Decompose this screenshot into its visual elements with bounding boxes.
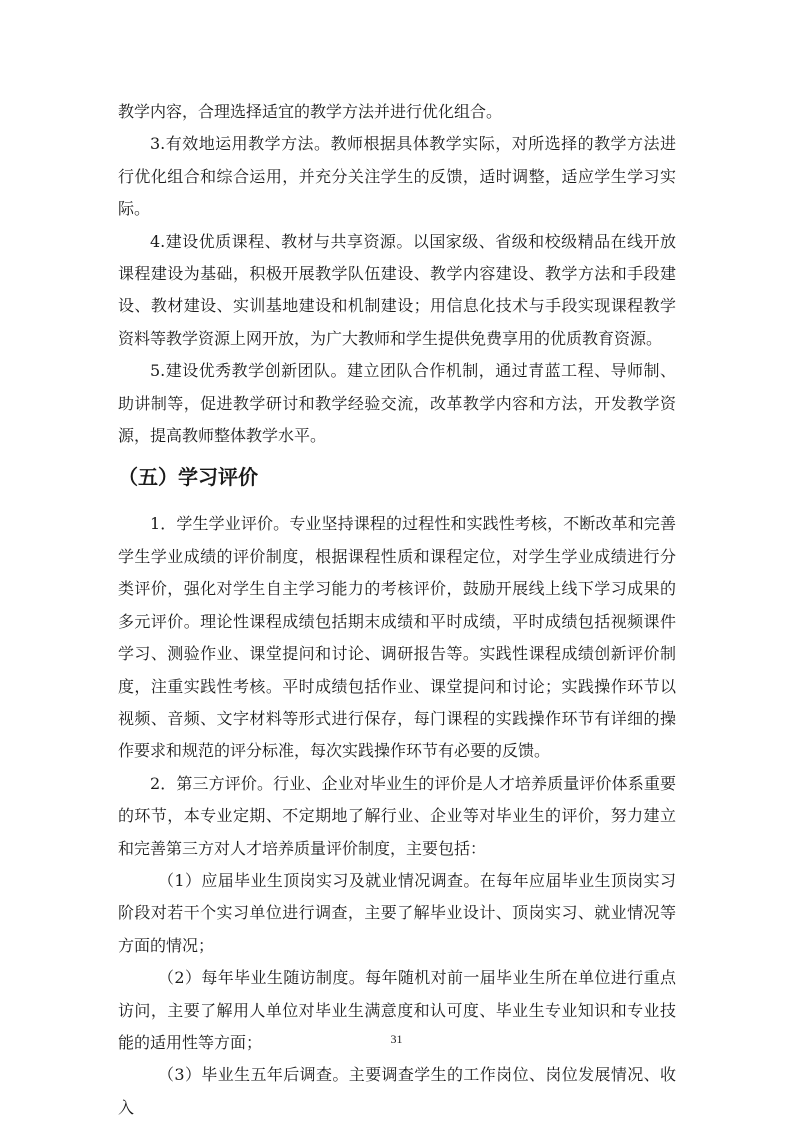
paragraph-subitem-3: （3）毕业生五年后调查。主要调查学生的工作岗位、岗位发展情况、收入 [118, 1065, 676, 1117]
page-number: 31 [390, 1032, 403, 1046]
paragraph-subitem-1: （1）应届毕业生顶岗实习及就业情况调查。在每年应届毕业生顶岗实习阶段对若干个实习单位进行调查，主要了解毕业设计、顶岗实习、就业情况等方面的情况； [118, 870, 676, 955]
paragraph-continued: 教学内容，合理选择适宜的教学方法并进行优化组合。 [118, 102, 503, 121]
page-content [118, 96, 676, 1124]
paragraph-subitem-2: （2）每年毕业生随访制度。每年随机对前一届毕业生所在单位进行重点访问，主要了解用人单位对毕业生满意度和认可度、毕业生专业知识和专业技能的适用性等方面； [118, 968, 676, 1052]
paragraph-item-5: 5.建设优秀教学创新团队。建立团队合作机制，通过青蓝工程、导师制、助讲制等，促进教学研讨和教学经验交流，改革教学内容和方法，开发教学资源，提高教师整体教学水平。 [118, 361, 676, 446]
paragraph-third-party-evaluation: 2．第三方评价。行业、企业对毕业生的评价是人才培养质量评价体系重要的环节，本专业定期、不定期地了解行业、企业等对毕业生的评价，努力建立和完善第三方对人才培养质量评价制度，主要包括： [118, 773, 676, 858]
section-heading: （五）学习评价 [118, 465, 258, 490]
paragraph-item-3: 3.有效地运用教学方法。教师根据具体教学实际，对所选择的教学方法进行优化组合和综合运用，并充分关注学生的反馈，适时调整，适应学生学习实际。 [118, 134, 676, 219]
paragraph-student-evaluation: 1．学生学业评价。专业坚持课程的过程性和实践性考核，不断改革和完善学生学业成绩的评价制度，根据课程性质和课程定位，对学生学业成绩进行分类评价，强化对学生自主学习能力的考核评价，鼓励开展线上线下学习成果的多元评价。理论性课程成绩包括期末成绩和平时成绩，平时成绩包括视频课件学习、测验作业、课堂提问和讨论、调研报告等。实践性课程成绩创新评价制度，注重实践性考核。平时成绩包括作业、课堂提问和讨论；实践操作环节以视频、音频、文字材料等形式进行保存，每门课程的实践操作环节有详细的操作要求和规范的评分标准，每次实践操作环节有必要的反馈。 [118, 514, 676, 761]
paragraph-item-4: 4.建设优质课程、教材与共享资源。以国家级、省级和校级精品在线开放课程建设为基础，积极开展教学队伍建设、教学内容建设、教学方法和手段建设、教材建设、实训基地建设和机制建设；用信息化技术与手段实现课程教学资料等教学资源上网开放，为广大教师和学生提供免费享用的优质教育资源。 [118, 231, 676, 348]
